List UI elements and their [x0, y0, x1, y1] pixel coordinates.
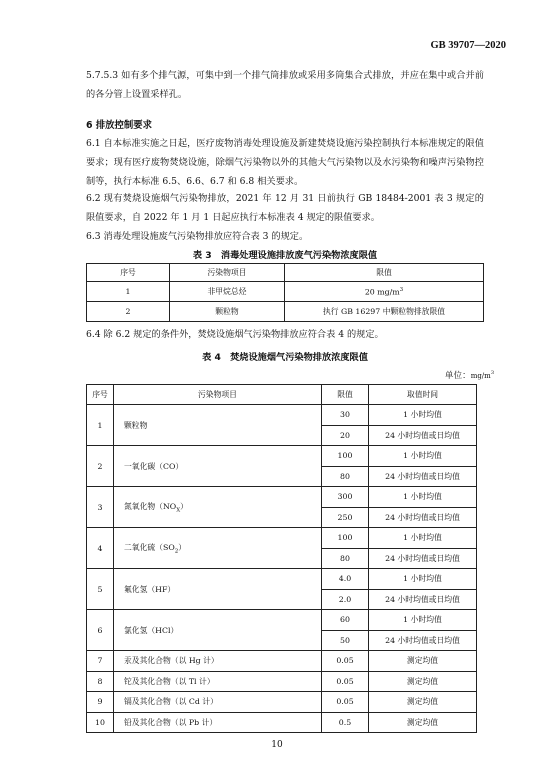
clause-6-3: 6.3 消毒处理设施废气污染物排放应符合表 3 的规定。 [86, 231, 309, 242]
table-row: 250 24 小时均值或日均值 [87, 507, 477, 528]
table-cell: 非甲烷总烃 [170, 282, 285, 302]
table3 [86, 263, 484, 322]
clause-6-2: 6.2 现有焚烧设施烟气污染物排放，2021 年 12 月 31 日前执行 GB 18484-2001 表 3 规定的限值要求，自 2022 年 1 月 1 日起应执行本标准表 4 规定的限值要求。 [86, 193, 484, 223]
table3-header-row [87, 264, 484, 282]
table-row: 2.0 24 小时均值或日均值 [87, 589, 477, 610]
table4-header: 限值 [322, 385, 369, 405]
table3-header: 限值 [285, 264, 484, 282]
table4-header: 取值时间 [369, 385, 477, 405]
table4-unit: 单位：$mg/m^3$ [444, 370, 494, 381]
table-row: 20 24 小时均值或日均值 [87, 425, 477, 446]
table3-header: 污染物项目 [170, 264, 285, 282]
table3-header: 序号 [87, 264, 170, 282]
table-cell: 颗粒物 [170, 302, 285, 322]
table-cell: 1 [87, 282, 170, 302]
clause-6-1: 6.1 自本标准实施之日起，医疗废物消毒处理设施及新建焚烧设施污染控制执行本标准规定的限值要求；现有医疗废物焚烧设施，除烟气污染物以外的其他大气污染物以及水污染物和噪声污染物控制等，执行本标准 6.5、6.6、6.7 和 6.8 相关要求。 [86, 138, 484, 187]
table-row: 50 24 小时均值或日均值 [87, 630, 477, 651]
table-row [87, 282, 484, 302]
table-cell: 2 [87, 302, 170, 322]
table-row: 10 铅及其化合物（以 Pb 计） 0.5 测定均值 [87, 712, 477, 733]
table-row: 4 二氧化硫$(SO_2)$ 100 1 小时均值 [87, 528, 477, 549]
table-row: 1 颗粒物 30 1 小时均值 [87, 405, 477, 426]
table-row: 3 氮氧化物$(NO_X)$ 300 1 小时均值 [87, 487, 477, 508]
table4-header: 污染物项目 [114, 385, 322, 405]
table4-header: 序号 [87, 385, 114, 405]
table-row: 9 镉及其化合物（以 Cd 计） 0.05 测定均值 [87, 692, 477, 713]
table-row: 5 氟化氢（HF） 4.0 1 小时均值 [87, 569, 477, 590]
table-row: 80 24 小时均值或日均值 [87, 548, 477, 569]
section-heading: 6 排放控制要求 [86, 120, 153, 131]
table-row: 7 汞及其化合物（以 Hg 计） 0.05 测定均值 [87, 651, 477, 672]
clause-5-7-5-3: 5.7.5.3 如有多个排气源，可集中到一个排气筒排放或采用多筒集合式排放，并应在集中或合并前的各分管上设置采样孔。 [86, 70, 484, 100]
table-row: 80 24 小时均值或日均值 [87, 466, 477, 487]
table4-header-row [87, 385, 477, 405]
table-row [87, 302, 484, 322]
table-row: 8 铊及其化合物（以 Tl 计） 0.05 测定均值 [87, 671, 477, 692]
table-cell: 执行 GB 16297 中颗粒物排放限值 [285, 302, 484, 322]
table-row: 6 氯化氢（HCl） 60 1 小时均值 [87, 610, 477, 631]
page-number: 10 [271, 740, 283, 750]
table3-caption: 表 3 消毒处理设施排放废气污染物浓度限值 [192, 250, 378, 261]
table4 [86, 384, 477, 733]
table-cell: 20 $mg/m^3$ [285, 282, 484, 302]
table-row: 2 一氧化碳（CO） 100 1 小时均值 [87, 446, 477, 467]
clause-6-4: 6.4 除 6.2 规定的条件外，焚烧设施烟气污染物排放应符合表 4 的规定。 [86, 329, 384, 340]
table4-caption: 表 4 焚烧设施烟气污染物排放浓度限值 [202, 352, 368, 363]
standard-number: GB 39707—2020 [430, 40, 506, 51]
